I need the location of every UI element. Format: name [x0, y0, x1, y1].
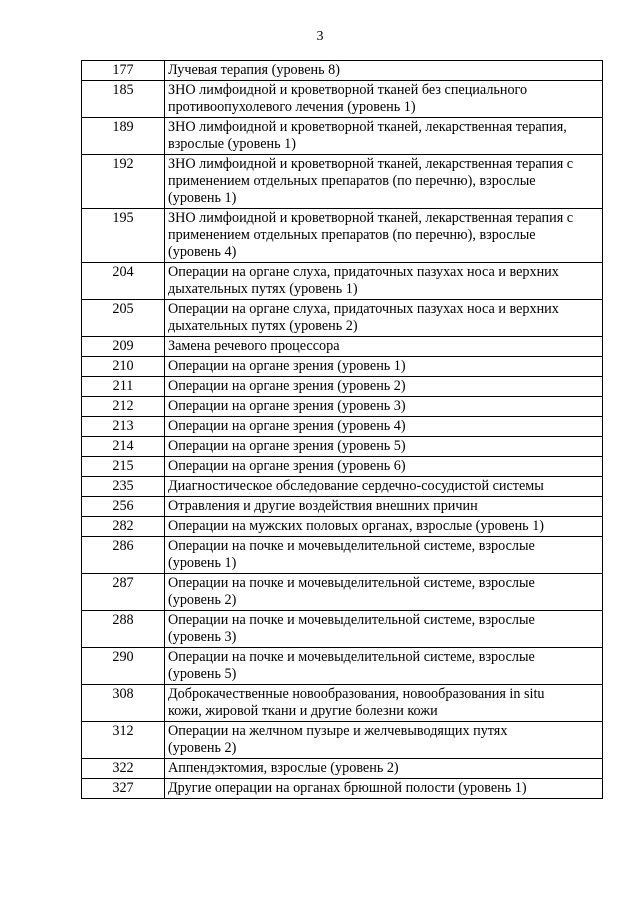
- row-code: 287: [82, 574, 165, 611]
- table-row: [82, 263, 603, 300]
- table-body: [82, 61, 603, 799]
- row-name-line: применением отдельных препаратов (по перечню), взрослые: [168, 173, 536, 189]
- row-name: [165, 722, 603, 759]
- row-name: [165, 759, 603, 779]
- row-code: 192: [82, 155, 165, 209]
- row-code: 286: [82, 537, 165, 574]
- row-name-line: (уровень 5): [168, 666, 237, 682]
- row-name: [165, 337, 603, 357]
- row-name-line: Аппендэктомия, взрослые (уровень 2): [168, 760, 399, 776]
- row-name-line: применением отдельных препаратов (по перечню), взрослые: [168, 227, 536, 243]
- row-name: [165, 779, 603, 799]
- table-row: [82, 155, 603, 209]
- row-name: [165, 574, 603, 611]
- table-row: [82, 417, 603, 437]
- row-name-line: ЗНО лимфоидной и кроветворной тканей без специального: [168, 82, 528, 98]
- row-code: 209: [82, 337, 165, 357]
- row-name-line: Лучевая терапия (уровень 8): [168, 62, 340, 78]
- row-code: 214: [82, 437, 165, 457]
- table-row: [82, 477, 603, 497]
- row-name-line: Операции на желчном пузыре и желчевыводящих путях: [168, 723, 508, 739]
- row-code: 212: [82, 397, 165, 417]
- row-name: [165, 118, 603, 155]
- row-name: [165, 497, 603, 517]
- table-row: [82, 118, 603, 155]
- row-name: [165, 517, 603, 537]
- row-name: [165, 263, 603, 300]
- row-name-line: (уровень 4): [168, 244, 237, 260]
- table-row: [82, 648, 603, 685]
- row-name-line: ЗНО лимфоидной и кроветворной тканей, лекарственная терапия с: [168, 156, 574, 172]
- row-name-line: Операции на органе зрения (уровень 4): [168, 418, 406, 434]
- table-row: [82, 759, 603, 779]
- row-name-line: Замена речевого процессора: [168, 338, 340, 354]
- row-name-line: Операции на органе зрения (уровень 3): [168, 398, 406, 414]
- row-code: 211: [82, 377, 165, 397]
- row-name-line: Операции на органе зрения (уровень 6): [168, 458, 406, 474]
- row-name-line: ЗНО лимфоидной и кроветворной тканей, лекарственная терапия,: [168, 119, 567, 135]
- row-name-line: Доброкачественные новообразования, новообразования in situ: [168, 686, 545, 702]
- row-name-line: Операции на почке и мочевыделительной системе, взрослые: [168, 649, 535, 665]
- row-name: [165, 537, 603, 574]
- row-name: [165, 457, 603, 477]
- row-code: 210: [82, 357, 165, 377]
- row-name: [165, 685, 603, 722]
- table-row: [82, 300, 603, 337]
- row-name-line: Операции на органе зрения (уровень 5): [168, 438, 406, 454]
- row-name-line: Операции на органе слуха, придаточных пазухах носа и верхних: [168, 264, 559, 280]
- row-code: 312: [82, 722, 165, 759]
- row-code: 185: [82, 81, 165, 118]
- table-row: [82, 497, 603, 517]
- table-row: [82, 437, 603, 457]
- row-name: [165, 477, 603, 497]
- row-name: [165, 648, 603, 685]
- row-code: 288: [82, 611, 165, 648]
- row-name-line: Операции на органе слуха, придаточных пазухах носа и верхних: [168, 301, 559, 317]
- row-name-line: ЗНО лимфоидной и кроветворной тканей, лекарственная терапия с: [168, 210, 574, 226]
- row-name-line: дыхательных путях (уровень 1): [168, 281, 358, 297]
- table-row: [82, 397, 603, 417]
- row-name: [165, 209, 603, 263]
- row-code: 189: [82, 118, 165, 155]
- row-code: 235: [82, 477, 165, 497]
- row-name-line: (уровень 1): [168, 190, 237, 206]
- row-name: [165, 611, 603, 648]
- table-row: [82, 685, 603, 722]
- row-name: [165, 81, 603, 118]
- row-name: [165, 357, 603, 377]
- row-code: 195: [82, 209, 165, 263]
- row-name-line: (уровень 2): [168, 592, 237, 608]
- row-name-line: Операции на мужских половых органах, взрослые (уровень 1): [168, 518, 545, 534]
- row-name: [165, 417, 603, 437]
- row-code: 290: [82, 648, 165, 685]
- table-row: [82, 611, 603, 648]
- table-row: [82, 61, 603, 81]
- table-row: [82, 517, 603, 537]
- row-code: 308: [82, 685, 165, 722]
- row-name-line: Операции на почке и мочевыделительной системе, взрослые: [168, 612, 535, 628]
- table-row: [82, 722, 603, 759]
- row-name-line: Отравления и другие воздействия внешних причин: [168, 498, 478, 514]
- row-code: 256: [82, 497, 165, 517]
- row-name: [165, 300, 603, 337]
- table-row: [82, 779, 603, 799]
- kpg-table: [81, 60, 603, 799]
- row-code: 177: [82, 61, 165, 81]
- row-code: 205: [82, 300, 165, 337]
- row-name: [165, 437, 603, 457]
- row-name-line: Операции на органе зрения (уровень 1): [168, 358, 406, 374]
- table-row: [82, 574, 603, 611]
- table-row: [82, 357, 603, 377]
- row-name-line: Операции на органе зрения (уровень 2): [168, 378, 406, 394]
- table-row: [82, 537, 603, 574]
- row-name-line: Другие операции на органах брюшной полости (уровень 1): [168, 780, 527, 796]
- row-name-line: Диагностическое обследование сердечно-сосудистой системы: [168, 478, 544, 494]
- table-row: [82, 209, 603, 263]
- row-code: 204: [82, 263, 165, 300]
- row-name-line: противоопухолевого лечения (уровень 1): [168, 99, 416, 115]
- row-code: 215: [82, 457, 165, 477]
- row-name: [165, 377, 603, 397]
- row-code: 282: [82, 517, 165, 537]
- table-row: [82, 81, 603, 118]
- row-name: [165, 397, 603, 417]
- row-name-line: кожи, жировой ткани и другие болезни кожи: [168, 703, 438, 719]
- row-name-line: дыхательных путях (уровень 2): [168, 318, 358, 334]
- row-name-line: (уровень 2): [168, 740, 237, 756]
- page-number: 3: [316, 29, 324, 44]
- table-row: [82, 457, 603, 477]
- row-name-line: (уровень 1): [168, 555, 237, 571]
- row-code: 213: [82, 417, 165, 437]
- row-name-line: (уровень 3): [168, 629, 237, 645]
- row-name: [165, 61, 603, 81]
- table-row: [82, 377, 603, 397]
- row-name-line: Операции на почке и мочевыделительной системе, взрослые: [168, 575, 535, 591]
- row-name-line: Операции на почке и мочевыделительной системе, взрослые: [168, 538, 535, 554]
- row-name-line: взрослые (уровень 1): [168, 136, 296, 152]
- row-code: 322: [82, 759, 165, 779]
- row-name: [165, 155, 603, 209]
- table-row: [82, 337, 603, 357]
- row-code: 327: [82, 779, 165, 799]
